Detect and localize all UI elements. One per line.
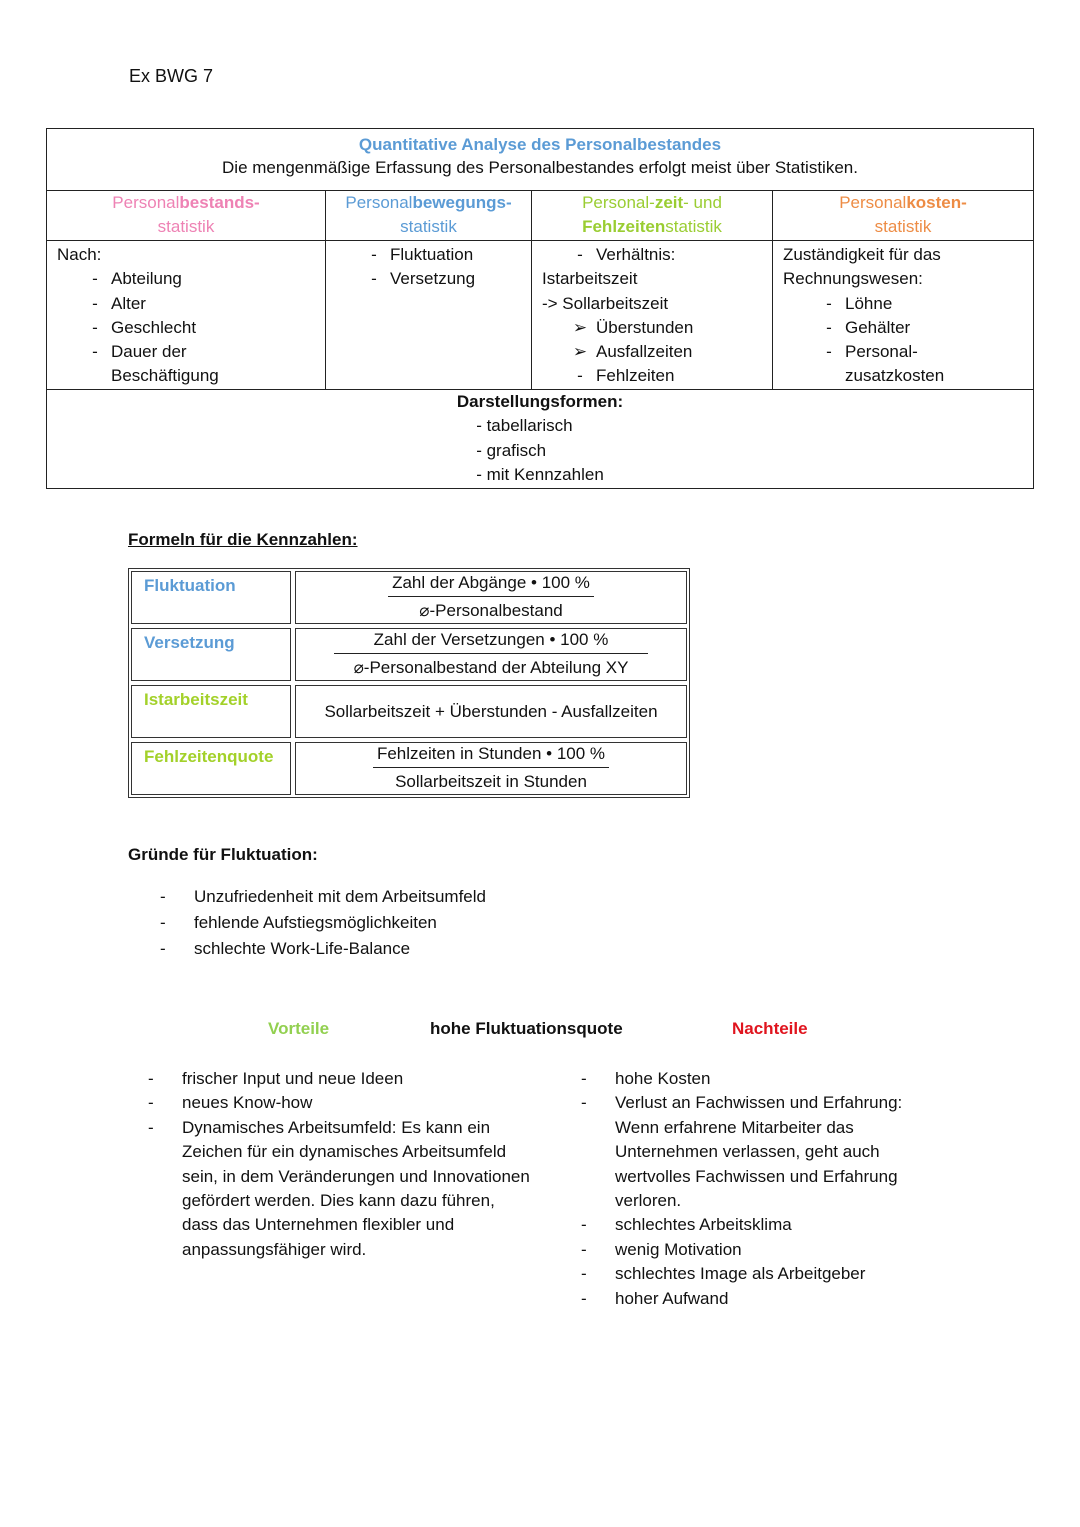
darstellung-title: Darstellungsformen: [456, 391, 624, 411]
list-item: Unzufriedenheit mit dem Arbeitsumfeld [194, 887, 486, 906]
dash-bullet: - [160, 939, 166, 958]
list-item: wenig Motivation [615, 1239, 742, 1259]
formula-expression [295, 685, 687, 738]
list-item: Verlust an Fachwissen und Erfahrung: Wenn erfahrene Mitarbeiter das Unternehmen verlassen, geht auch wertvolles Fachwissen und Erfahrung verloren. [615, 1093, 903, 1211]
formula-row [131, 685, 687, 738]
cons-label: Nachteile [732, 1019, 808, 1038]
denominator: ⌀-Personalbestand [419, 601, 563, 620]
header-prefix: Personal- [582, 193, 655, 212]
list-item: zusatzkosten [845, 366, 945, 386]
dash-bullet: - [826, 293, 832, 313]
dash-bullet: - [160, 887, 166, 906]
list-item: schlechtes Image als Arbeitgeber [615, 1264, 866, 1284]
header-line2-bold: Fehlzeiten [582, 217, 666, 236]
numerator: Zahl der Versetzungen • 100 % [334, 629, 649, 654]
list-item: fehlende Aufstiegsmöglichkeiten [194, 913, 437, 932]
column-header-bestand [47, 191, 326, 241]
list-item: Überstunden [596, 317, 694, 337]
list-item: Fluktuation [390, 245, 474, 264]
formula-name: Istarbeitszeit [131, 685, 291, 738]
intro-text: Nach: [57, 245, 102, 264]
dash-bullet: - [577, 366, 583, 386]
header-bold: zeit [654, 193, 684, 212]
cons-list [581, 1067, 931, 1311]
denominator: ⌀-Personalbestand der Abteilung XY [353, 658, 629, 677]
dash-bullet: - [148, 1117, 154, 1137]
list-item: Ausfallzeiten [596, 342, 693, 362]
formula-row [131, 628, 687, 681]
darstellung-item: - tabellarisch [476, 416, 573, 436]
reasons-title: Gründe für Fluktuation: [128, 845, 318, 864]
list-item: Verhältnis: [596, 245, 676, 264]
numerator: Fehlzeiten in Stunden • 100 % [373, 743, 609, 768]
arrow-bullet-icon: ➢ [572, 342, 588, 362]
header-bold: kosten- [906, 193, 967, 212]
dash-bullet: - [577, 245, 583, 264]
bewegung-content [326, 241, 532, 390]
dash-bullet: - [581, 1215, 587, 1235]
header-prefix: Personal [345, 193, 413, 212]
list-item: Abteilung [111, 269, 182, 289]
dash-bullet: - [826, 317, 832, 337]
table-title: Quantitative Analyse des Personalbestandes [358, 135, 722, 154]
dash-bullet: - [92, 293, 98, 313]
list-item: hohe Kosten [615, 1069, 711, 1088]
dash-bullet: - [826, 342, 832, 362]
list-item: Fehlzeiten [596, 366, 675, 386]
document-title: Ex BWG 7 [129, 66, 214, 86]
list-item: Beschäftigung [111, 366, 219, 386]
header-line2: statistik [874, 217, 932, 236]
dash-bullet: - [581, 1069, 587, 1088]
bestand-content [47, 241, 326, 390]
header-bold: bestands- [179, 193, 260, 212]
column-header-kosten [773, 191, 1034, 241]
numerator: Zahl der Abgänge • 100 % [388, 572, 594, 597]
header-line2: statistik [400, 217, 457, 236]
column-header-zeit [532, 191, 773, 241]
dash-bullet: - [581, 1093, 587, 1113]
pros-cons-title: hohe Fluktuationsquote [430, 1019, 623, 1038]
pros-label: Vorteile [268, 1019, 330, 1038]
formulas-title: Formeln für die Kennzahlen: [128, 530, 358, 549]
pros-list [148, 1067, 533, 1262]
dash-bullet: - [92, 317, 98, 337]
list-item: Versetzung [390, 269, 476, 289]
column-header-bewegung [326, 191, 532, 241]
ist-line: Istarbeitszeit [542, 269, 638, 289]
formula-name: Versetzung [131, 628, 291, 681]
list-item: schlechtes Arbeitsklima [615, 1215, 792, 1235]
denominator: Sollarbeitszeit in Stunden [395, 772, 587, 791]
list-item: schlechte Work-Life-Balance [194, 939, 411, 958]
header-prefix: Personal [839, 193, 907, 212]
header-line2: statistik [665, 217, 722, 236]
header-bold: bewegungs- [412, 193, 512, 212]
list-item: Dynamisches Arbeitsumfeld: Es kann ein Zeichen für ein dynamisches Arbeitsumfeld sein, in dem Veränderungen und Innovationen gefördert werden. Dies kann dazu führen, dass das Unternehmen flexibler und anpassungsfähiger wird. [182, 1117, 530, 1259]
formula-fraction [295, 628, 687, 681]
dash-bullet: - [148, 1093, 154, 1113]
dash-bullet: - [581, 1239, 587, 1259]
list-item: Geschlecht [111, 317, 197, 337]
dash-bullet: - [92, 342, 98, 362]
list-item: Personal- [845, 342, 918, 362]
dash-bullet: - [92, 269, 98, 289]
formulas-table [128, 568, 690, 798]
formula-name: Fluktuation [131, 571, 291, 624]
formula-row [131, 742, 687, 795]
dash-bullet: - [581, 1288, 587, 1308]
list-item: Gehälter [845, 317, 911, 337]
table-subtitle: Die mengenmäßige Erfassung des Personalbestandes erfolgt meist über Statistiken. [222, 158, 858, 177]
soll-line: -> Sollarbeitszeit [542, 293, 669, 313]
reasons-list [160, 884, 486, 962]
intro-text: Rechnungswesen: [783, 269, 923, 289]
dash-bullet: - [371, 245, 377, 264]
formula-row [131, 571, 687, 624]
list-item: neues Know-how [182, 1093, 313, 1113]
formula-fraction [295, 571, 687, 624]
dash-bullet: - [371, 269, 377, 289]
kosten-content [773, 241, 1034, 390]
darstellung-item: - grafisch [476, 440, 547, 460]
intro-text: Zuständigkeit für das [783, 245, 941, 264]
dash-bullet: - [581, 1264, 587, 1284]
list-item: frischer Input und neue Ideen [182, 1069, 404, 1088]
list-item: hoher Aufwand [615, 1288, 729, 1308]
darstellung-item: - mit Kennzahlen [476, 465, 604, 485]
table-header [47, 129, 1034, 191]
darstellungsformen-cell [47, 389, 1034, 488]
expression: Sollarbeitszeit + Überstunden - Ausfallzeiten [324, 701, 658, 721]
formula-fraction [295, 742, 687, 795]
header-prefix: Personal [112, 193, 180, 212]
formula-name: Fehlzeitenquote [131, 742, 291, 795]
dash-bullet: - [148, 1069, 154, 1088]
list-item: Alter [111, 293, 146, 313]
header-suffix: - und [683, 193, 722, 212]
personal-statistics-table [46, 128, 1034, 489]
dash-bullet: - [160, 913, 166, 932]
list-item: Löhne [845, 293, 893, 313]
arrow-bullet-icon: ➢ [572, 317, 588, 337]
header-line2: statistik [157, 217, 215, 236]
zeit-content [532, 241, 773, 390]
list-item: Dauer der [111, 342, 187, 362]
